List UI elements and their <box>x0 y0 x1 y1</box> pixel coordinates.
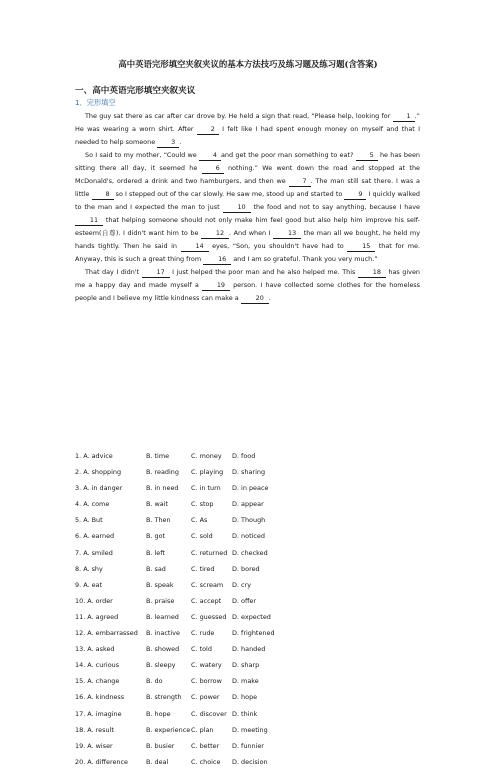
blank-14: 14 <box>181 242 209 252</box>
option-a: 4. A. come <box>75 500 110 509</box>
option-b: B. got <box>146 532 166 541</box>
blank-1: 1 <box>393 112 415 122</box>
option-b: B. learned <box>146 612 179 621</box>
option-c: C. told <box>191 645 212 654</box>
option-a: 19. A. wiser <box>75 741 113 750</box>
option-c: C. money <box>191 452 222 460</box>
option-a: 9. A. eat <box>75 580 103 589</box>
option-a: 20. A. difference <box>75 757 128 766</box>
page-title: 高中英语完形填空夹叙夹议的基本方法技巧及练习题及练习题(含答案) <box>118 59 378 69</box>
option-a: 11. A. agreed <box>75 612 119 621</box>
blank-9: 9 <box>344 190 366 200</box>
option-c: C. playing <box>191 468 224 477</box>
passage-text: and get the poor man something to eat? <box>220 151 356 159</box>
option-d: D. appear <box>232 500 264 509</box>
passage-text: .” He was wearing a worn shirt. After <box>75 112 420 133</box>
passage-text: . <box>268 294 271 302</box>
option-a: 3. A. in danger <box>75 484 123 493</box>
passage-text: I just helped the poor man and he also helped me. This <box>169 268 358 276</box>
blank-10: 10 <box>223 203 251 213</box>
option-a: 17. A. imagine <box>75 709 122 718</box>
passage-text: that for me. Anyway, this is such a great thing from <box>75 242 421 263</box>
option-a: 10. A. order <box>75 596 113 605</box>
option-b: B. reading <box>146 468 179 477</box>
option-b: B. left <box>146 548 165 557</box>
option-a: 8. A. shy <box>75 564 103 573</box>
blank-12: 12 <box>201 229 229 239</box>
blank-15: 15 <box>347 242 375 252</box>
blank-19: 19 <box>202 281 230 291</box>
option-d: D. decision <box>232 757 268 766</box>
passage-text: . And when I <box>229 229 274 237</box>
option-b: B. in need <box>146 484 179 493</box>
option-d: D. frightened <box>232 629 275 638</box>
option-a: 6. A. earned <box>75 532 115 541</box>
option-c: C. power <box>191 693 220 702</box>
option-a: 5. A. But <box>75 516 103 525</box>
blank-2: 2 <box>197 125 219 135</box>
option-b: B. inactive <box>146 629 180 638</box>
option-b: B. deal <box>146 757 169 766</box>
passage-text: That day I didn't <box>85 268 142 276</box>
option-d: D. handed <box>232 645 266 654</box>
option-b: B. hope <box>146 709 171 718</box>
option-c: C. choice <box>191 757 221 766</box>
passage-paragraph <box>75 110 420 149</box>
passage-text: he has been sitting there all day, it seemed he <box>75 151 420 172</box>
blank-6: 6 <box>202 164 224 174</box>
blank-3: 3 <box>157 138 179 148</box>
option-d: D. in peace <box>232 484 269 493</box>
option-c: C. returned <box>191 548 228 557</box>
option-a: 18. A. result <box>75 725 114 734</box>
passage-text: eyes, “Son, you shouldn't have had to <box>208 242 348 250</box>
option-c: C. watery <box>191 661 222 670</box>
option-c: C. stop <box>191 500 214 509</box>
option-c: C. scream <box>191 580 224 589</box>
option-b: B. showed <box>146 645 180 654</box>
passage-text: person. I have collected some clothes for the homeless people and I believe my little kindness can make a <box>75 281 420 302</box>
option-a: 1. A. advice <box>75 452 113 460</box>
passage-text: . The man still sat there. I was a little <box>75 177 420 198</box>
option-c: C. As <box>191 516 208 525</box>
option-b: B. praise <box>146 596 175 605</box>
option-c: C. discover <box>191 709 227 718</box>
option-b: B. time <box>146 452 170 460</box>
option-c: C. plan <box>191 725 214 734</box>
option-c: C. tired <box>191 564 215 573</box>
option-a: 12. A. embarrassed <box>75 629 138 638</box>
option-d: D. hope <box>232 693 258 702</box>
passage-text: The guy sat there as car after car drove by. He held a sign that read, “Please help, looking for <box>85 112 393 120</box>
option-d: D. sharing <box>232 468 266 477</box>
option-b: B. do <box>146 677 163 686</box>
option-b: B. sleepy <box>146 661 176 670</box>
option-b: B. sad <box>146 564 166 573</box>
option-a: 15. A. change <box>75 677 120 686</box>
question-header <box>75 98 116 108</box>
passage-text: so I stepped out of the car slowly. He saw me, stood up and started to <box>113 190 345 198</box>
blank-13: 13 <box>273 229 301 239</box>
option-a: 2. A. shopping <box>75 468 122 477</box>
option-d: D. expected <box>232 612 271 621</box>
blank-18: 18 <box>358 268 386 278</box>
blank-20: 20 <box>241 294 269 304</box>
option-b: B. speak <box>146 580 174 589</box>
option-a: 16. A. kindness <box>75 693 125 702</box>
section-heading: 一、高中英语完形填空夹叙夹议 <box>75 86 196 96</box>
passage-paragraph <box>75 149 420 266</box>
option-d: D. think <box>232 709 258 718</box>
blank-17: 17 <box>142 268 170 278</box>
passage-text: the food and not to say anything, because I have <box>250 203 420 211</box>
passage-text: . <box>179 138 182 146</box>
option-a: 13. A. asked <box>75 645 115 654</box>
option-d: D. make <box>232 677 259 686</box>
option-d: D. food <box>232 452 256 460</box>
option-d: D. cry <box>232 580 252 589</box>
blank-4: 4 <box>199 151 221 161</box>
passage-text: So I said to my mother, “Could we <box>85 151 199 159</box>
blank-11: 11 <box>75 216 103 226</box>
blank-5: 5 <box>356 151 378 161</box>
option-d: D. Though <box>232 516 266 525</box>
passage-text: nothing.” We went down the road and stopped at the McDonald's, ordered a drink and two hamburgers, and then we <box>75 164 421 185</box>
blank-8: 8 <box>92 190 114 200</box>
option-c: C. rude <box>191 629 215 638</box>
option-c: C. in turn <box>191 484 221 493</box>
option-c: C. guessed <box>191 612 227 621</box>
passage-text: I quickly walked to the man and I expected the man to just <box>75 190 420 211</box>
option-c: C. sold <box>191 532 213 541</box>
passage-paragraph <box>75 266 420 305</box>
option-c: C. borrow <box>191 677 222 686</box>
blank-16: 16 <box>203 255 231 265</box>
passage-text: I felt like I had spent enough money on myself and that I needed to help someone <box>75 125 420 146</box>
option-b: B. busier <box>146 741 175 750</box>
passage-text: the man all we bought, he held my hands tightly. Then he said in <box>75 229 421 250</box>
option-d: D. offer <box>232 596 257 605</box>
option-b: B. experience <box>146 725 191 734</box>
option-d: D. bored <box>232 564 260 573</box>
option-c: C. better <box>191 741 220 750</box>
question-number: 1． <box>75 98 87 107</box>
question-type-label: 完形填空 <box>86 98 116 107</box>
passage-text: that helping someone should not only make him feel good but also help him improve his self-esteem(自尊). I didn't want him to be <box>75 216 420 237</box>
option-d: D. checked <box>232 548 268 557</box>
blank-7: 7 <box>289 177 311 187</box>
passage-text: and I am so grateful. Thank you very much.” <box>231 255 378 263</box>
option-d: D. noticed <box>232 532 265 541</box>
passage-text: has given me a happy day and made myself a <box>75 268 420 289</box>
option-a: 7. A. smiled <box>75 548 113 557</box>
option-d: D. meeting <box>232 725 268 734</box>
option-b: B. wait <box>146 500 169 509</box>
option-d: D. sharp <box>232 661 260 670</box>
option-b: B. Then <box>146 516 171 525</box>
option-a: 14. A. curious <box>75 661 120 670</box>
option-c: C. accept <box>191 596 222 605</box>
option-b: B. strength <box>146 693 182 702</box>
option-d: D. funnier <box>232 741 264 750</box>
cloze-passage <box>75 110 420 305</box>
